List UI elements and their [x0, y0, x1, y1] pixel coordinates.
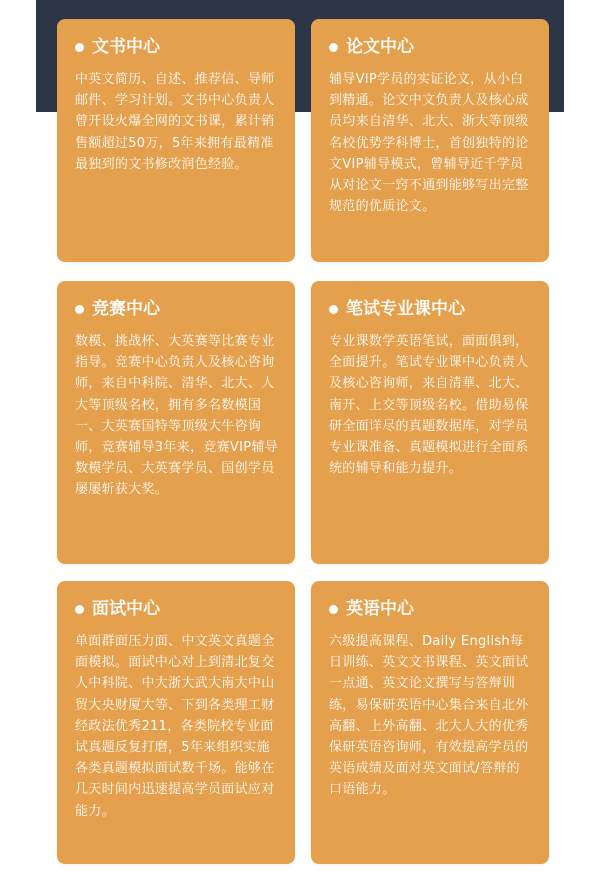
- card-description: 六级提高课程、Daily English每日训练、英文文书课程、英文面试一点通、英文论文撰写与答辩训练，易保研英语中心集合来自北外高翻、上外高翻、北大人大的优秀保研英语咨询师，有效提高学员的英语成绩及面对英文面试/答辩的口语能力。: [329, 634, 529, 798]
- card-title: [329, 297, 533, 321]
- bullet-icon: [75, 43, 84, 52]
- card-description: 中英文简历、自述、推荐信、导师邮件、学习计划。文书中心负责人曾开设火爆全网的文书课，累计销售额超过50万，5年来拥有最精准最独到的文书修改润色经验。: [75, 72, 275, 172]
- card-title-text: 面试中心: [92, 599, 160, 619]
- card-title: [75, 35, 279, 59]
- bullet-icon: [75, 305, 84, 314]
- bullet-icon: [329, 305, 338, 314]
- card-title-text: 文书中心: [92, 37, 160, 57]
- bullet-icon: [329, 43, 338, 52]
- card-thesis: [311, 19, 549, 262]
- card-english: [311, 581, 549, 864]
- card-title-text: 笔试专业课中心: [346, 299, 465, 319]
- card-description: 专业课数学英语笔试，面面俱到，全面提升。笔试专业课中心负责人及核心咨询师，来自清華、北大、南开、上交等顶级名校。借助易保研全面详尽的真题数据库，对学员专业课准备、真题模拟进行全面系统的辅导和能力提升。: [329, 334, 529, 477]
- card-title: [75, 597, 279, 621]
- card-description: 单面群面压力面、中文英文真题全面模拟。面试中心对上到清北复交人中科院、中大浙大武大南大中山贸大央财厦大等、下到各类理工财经政法优秀211，各类院校专业面试真题反复打磨，5年来组织实施各类真题模拟面试数千场。能够在几天时间内迅速提高学员面试应对能力。: [75, 634, 275, 819]
- card-title-text: 论文中心: [346, 37, 414, 57]
- card-written-exam: [311, 281, 549, 564]
- card-title: [329, 35, 533, 59]
- card-title-text: 英语中心: [346, 599, 414, 619]
- card-title: [329, 597, 533, 621]
- card-title: [75, 297, 279, 321]
- bullet-icon: [75, 605, 84, 614]
- card-description: 数模、挑战杯、大英赛等比赛专业指导。竞赛中心负责人及核心咨询师，来自中科院、清华、北大、人大等顶级名校，拥有多名数模国一、大英赛国特等顶级大牛咨询师，竞赛辅导3年来，竞赛VIP辅导数模学员、大英赛学员、国创学员屡屡斩获大奖。: [75, 334, 278, 498]
- bullet-icon: [329, 605, 338, 614]
- card-interview: [57, 581, 295, 864]
- card-title-text: 竞赛中心: [92, 299, 160, 319]
- card-documents: [57, 19, 295, 262]
- card-description: 辅导VIP学员的实证论文，从小白到精通。论文中文负责人及核心成员均来自清华、北大、浙大等顶级名校优势学科博士，首创独特的论文VIP辅导模式，曾辅导近千学员从对论文一窍不通到能够写出完整规范的优质论文。: [329, 72, 529, 215]
- card-competition: [57, 281, 295, 564]
